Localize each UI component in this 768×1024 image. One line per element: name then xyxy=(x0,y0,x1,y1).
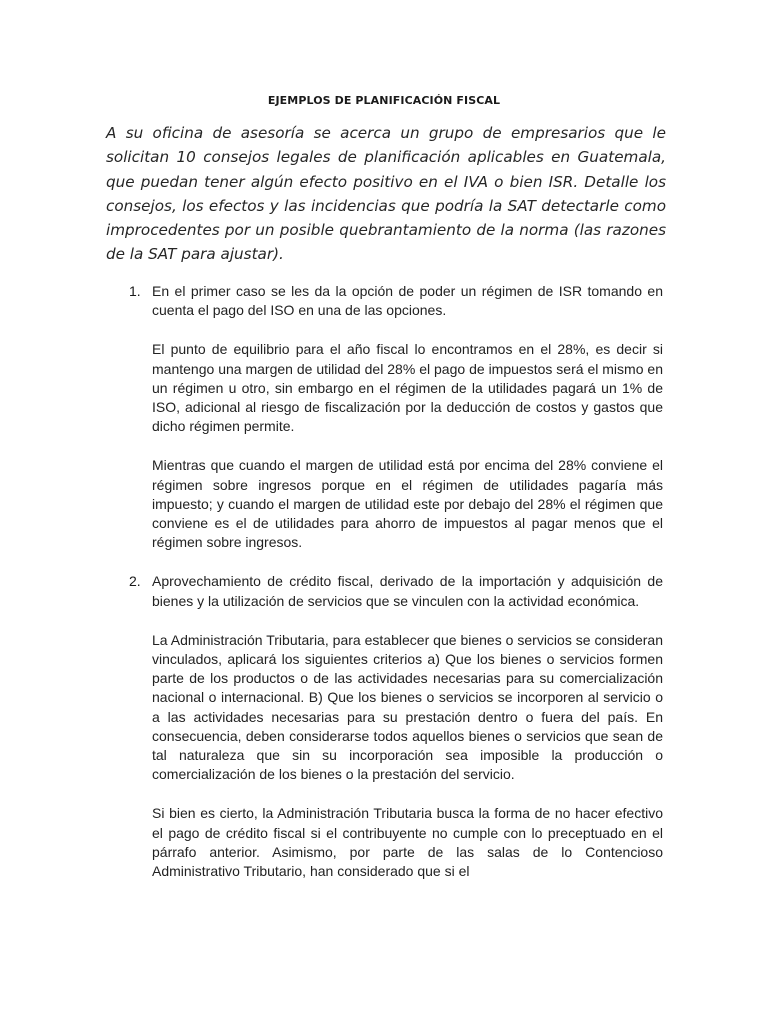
list-paragraph: La Administración Tributaria, para establecer que bienes o servicios se consideran vinculados, aplicará los siguientes criterios a) Que los bienes o servicios formen parte de los productos o de las actividades necesarias para su comercialización nacional o internacional. B) Que los bienes o servicios se incorporen al servicio o a las actividades necesarias para su prestación dentro o fuera del país. En consecuencia, deben considerarse todos aquellos bienes o servicios que sean de tal naturaleza que sin su incorporación sea imposible la producción o comercialización de los bienes o la prestación del servicio. xyxy=(152,631,663,783)
list-paragraph: Aprovechamiento de crédito fiscal, derivado de la importación y adquisición de bienes y la utilización de servicios que se vinculen con la actividad económica. xyxy=(152,573,663,609)
list-item xyxy=(0,572,768,881)
list-item xyxy=(0,282,768,552)
list-item-number: 2. xyxy=(129,573,141,590)
list-paragraph: Si bien es cierto, la Administración Tributaria busca la forma de no hacer efectivo el pago de crédito fiscal si el contribuyente no cumple con lo preceptuado en el párrafo anterior. Asimismo, por parte de las salas de lo Contencioso Administrativo Tributario, han considerado que si el xyxy=(152,805,663,880)
list-paragraph: El punto de equilibrio para el año fiscal lo encontramos en el 28%, es decir si mantengo una margen de utilidad del 28% el pago de impuestos será el mismo en un régimen u otro, sin embargo en el régimen de la utilidades pagará un 1% de ISO, adicional al riesgo de fiscalización por la deducción de costos y gastos que dicho régimen permite. xyxy=(152,341,663,435)
numbered-list xyxy=(0,282,768,901)
page-title: EJEMPLOS DE PLANIFICACIÓN FISCAL xyxy=(267,94,501,107)
intro-paragraph: A su oficina de asesoría se acerca un grupo de empresarios que le solicitan 10 consejos legales de planificación aplicables en Guatemala, que puedan tener algún efecto positivo en el IVA o bien ISR. Detalle los consejos, los efectos y las incidencias que podría la SAT detectarle como improcedentes por un posible quebrantamiento de la norma (las razones de la SAT para ajustar). xyxy=(106,124,666,264)
list-paragraph: En el primer caso se les da la opción de poder un régimen de ISR tomando en cuenta el pago del ISO en una de las opciones. xyxy=(152,283,663,319)
list-item-number: 1. xyxy=(129,283,141,299)
list-paragraph: Mientras que cuando el margen de utilidad está por encima del 28% conviene el régimen sobre ingresos porque en el régimen de utilidades pagaría más impuesto; y cuando el margen de utilidad este por debajo del 28% el régimen que conviene es el de utilidades para ahorro de impuestos al pagar menos que el régimen sobre ingresos. xyxy=(152,457,663,551)
